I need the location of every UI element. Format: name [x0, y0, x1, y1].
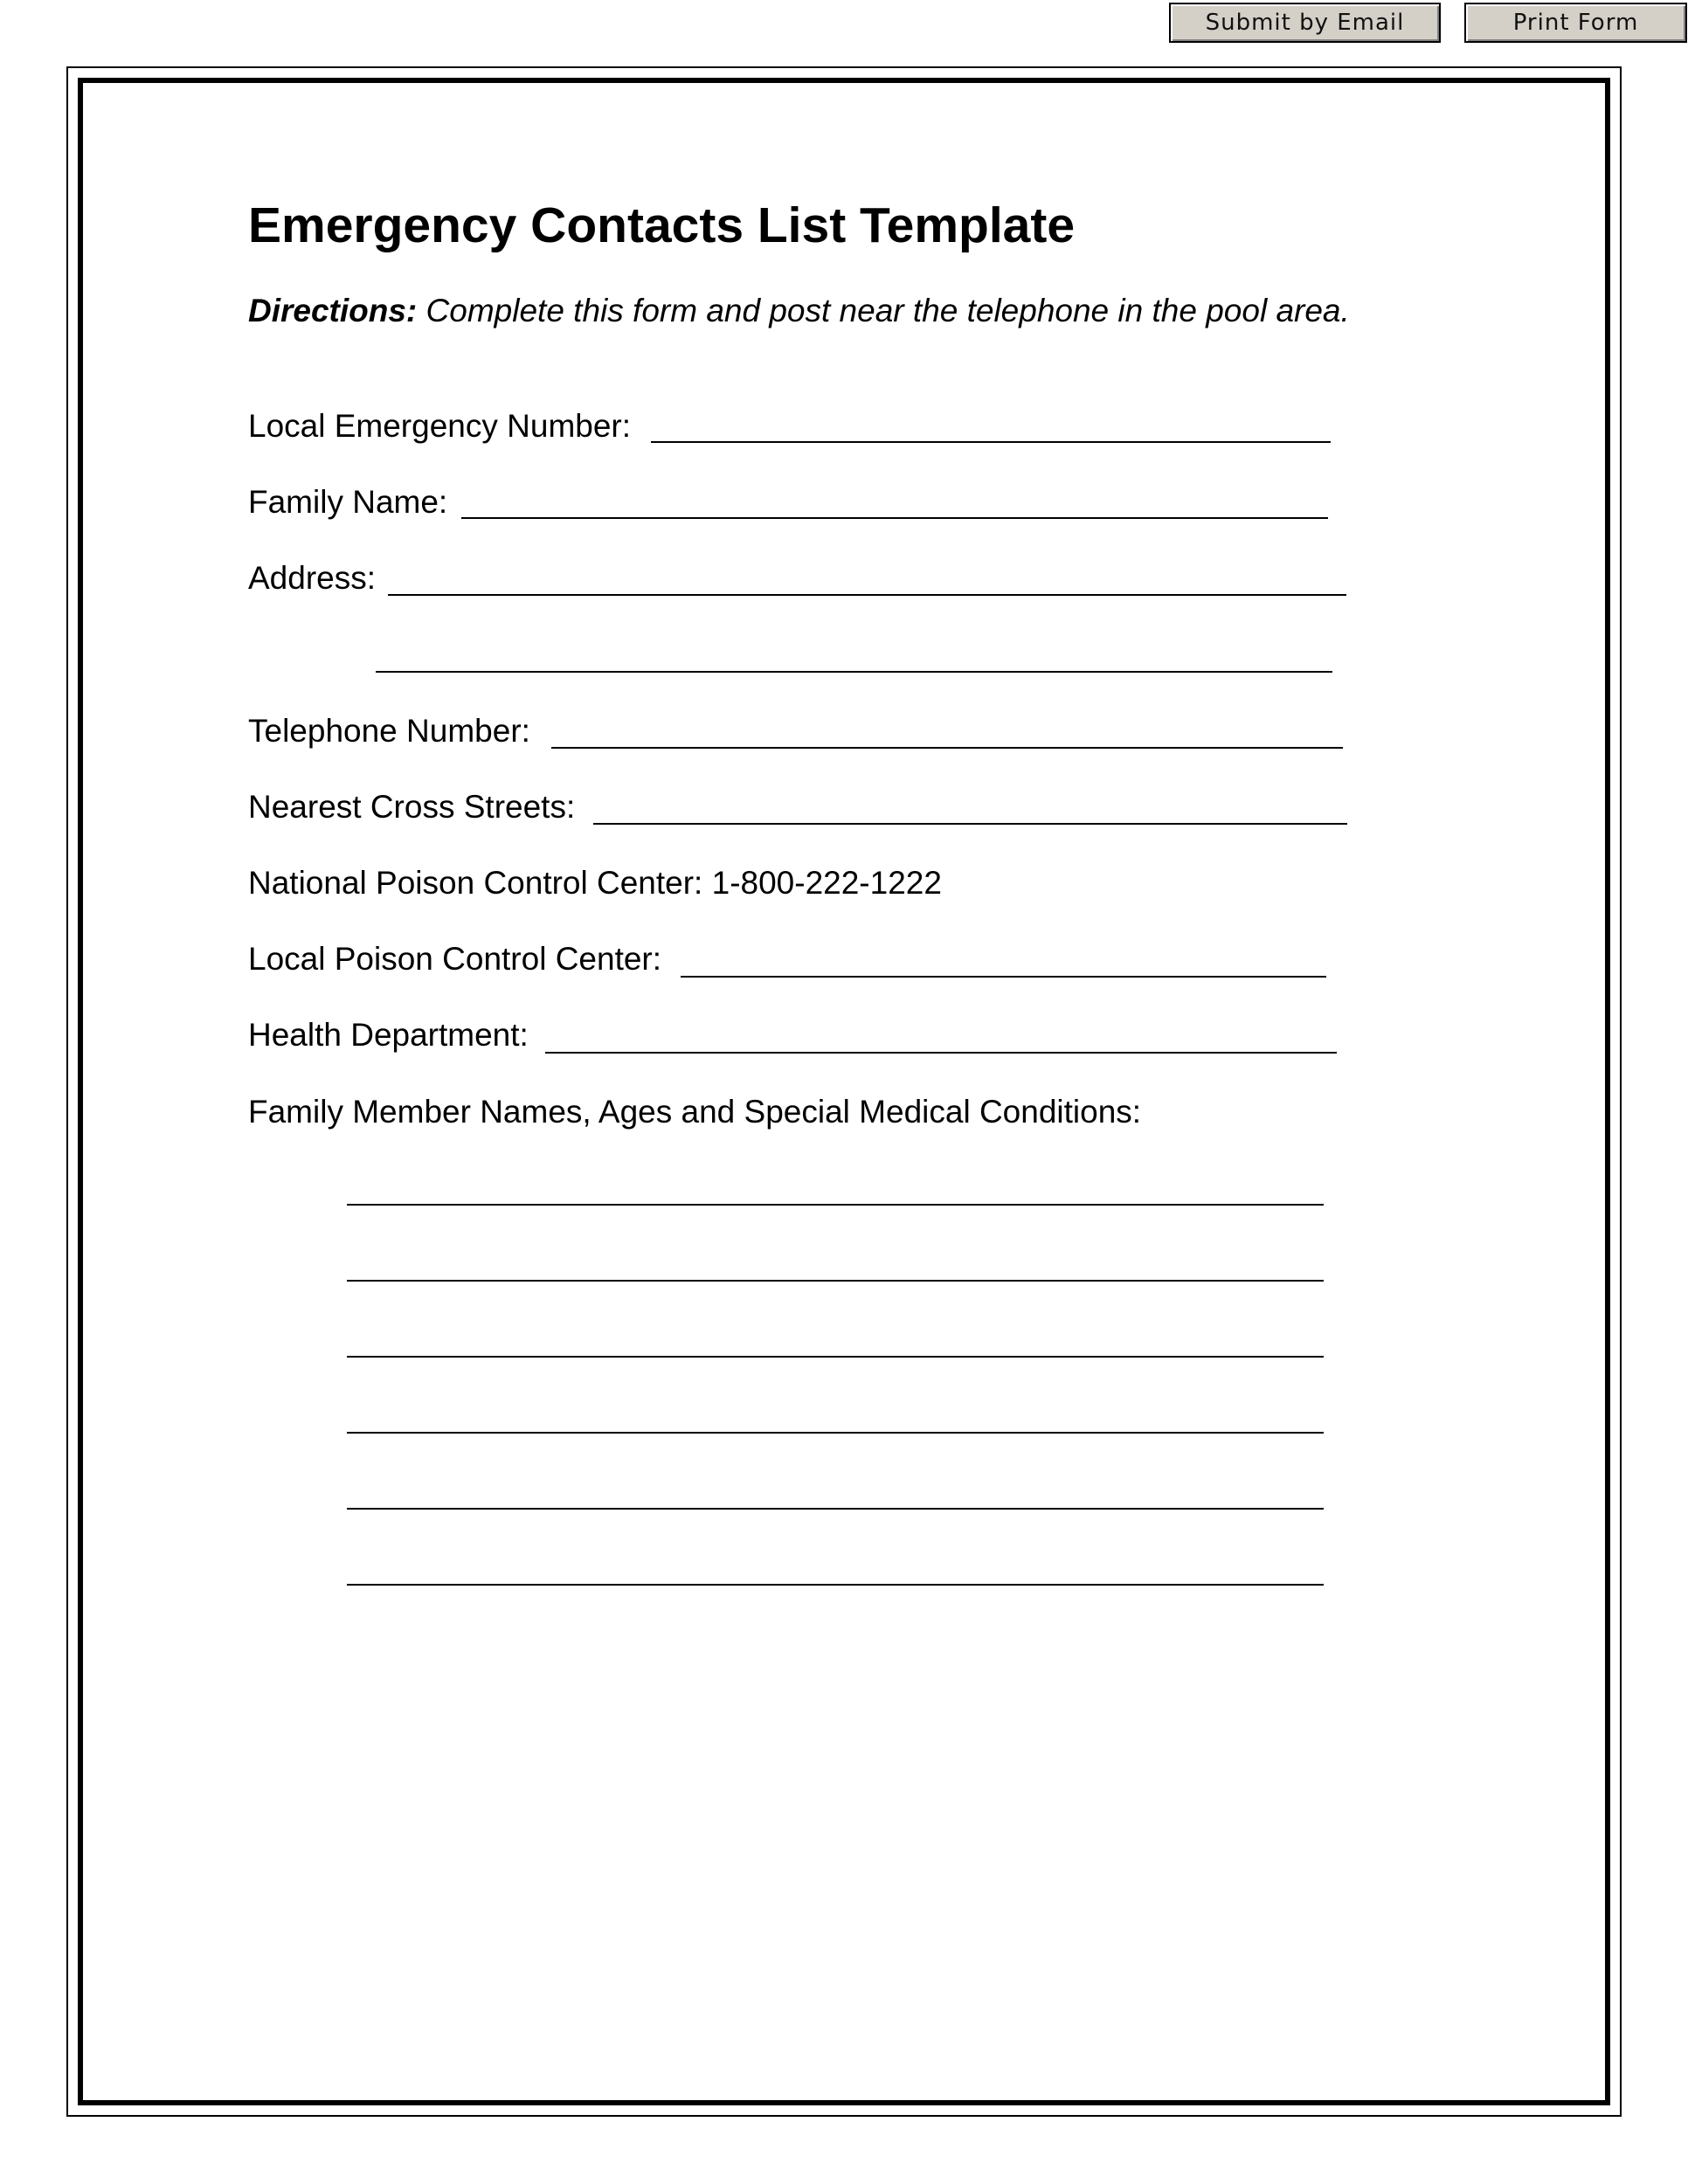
family-member-line-1-field[interactable]	[347, 1204, 1324, 1206]
form-title: Emergency Contacts List Template	[248, 197, 1076, 253]
family-member-line-5-field[interactable]	[347, 1508, 1324, 1510]
family-name-field[interactable]	[461, 517, 1328, 519]
submit-by-email-button[interactable]: Submit by Email	[1169, 3, 1441, 43]
health-department-label: Health Department:	[248, 1017, 529, 1053]
family-member-line-3-field[interactable]	[347, 1356, 1324, 1358]
nearest-cross-streets-field[interactable]	[593, 823, 1347, 825]
health-department-field[interactable]	[545, 1052, 1337, 1054]
local-emergency-number-label: Local Emergency Number:	[248, 408, 632, 444]
telephone-number-label: Telephone Number:	[248, 713, 530, 749]
directions-text: Complete this form and post near the telephone in the pool area.	[417, 293, 1350, 328]
nearest-cross-streets-label: Nearest Cross Streets:	[248, 789, 576, 825]
local-poison-control-field[interactable]	[681, 976, 1326, 978]
address-label: Address:	[248, 560, 377, 596]
directions	[248, 293, 1350, 329]
national-poison-control-text: National Poison Control Center: 1-800-222-1222	[248, 865, 942, 901]
page-border-inner	[78, 78, 1610, 2105]
family-member-line-4-field[interactable]	[347, 1432, 1324, 1434]
address-line-2-field[interactable]	[376, 671, 1332, 673]
address-line-1-field[interactable]	[388, 594, 1346, 596]
telephone-number-field[interactable]	[551, 747, 1343, 749]
family-name-label: Family Name:	[248, 484, 448, 520]
family-member-line-2-field[interactable]	[347, 1280, 1324, 1282]
directions-lead: Directions:	[248, 293, 418, 328]
family-member-line-6-field[interactable]	[347, 1584, 1324, 1586]
print-form-button[interactable]: Print Form	[1464, 3, 1687, 43]
local-emergency-number-field[interactable]	[651, 441, 1331, 443]
family-members-label: Family Member Names, Ages and Special Medical Conditions:	[248, 1094, 1142, 1130]
local-poison-control-label: Local Poison Control Center:	[248, 941, 662, 977]
